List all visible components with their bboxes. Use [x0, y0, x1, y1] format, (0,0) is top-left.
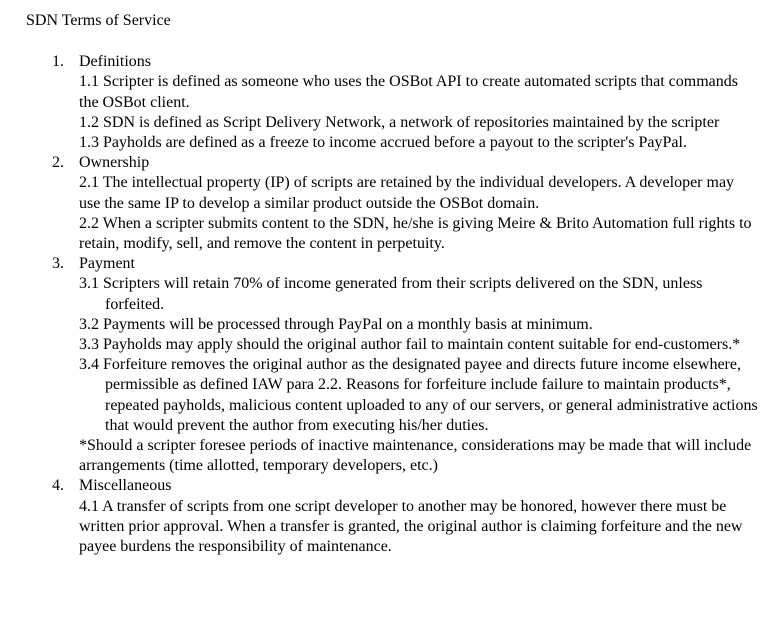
- clause-2-1: 2.1 The intellectual property (IP) of scripts are retained by the individual developers. A developer may use the same IP to develop a similar product outside the OSBot domain.: [79, 174, 735, 212]
- clause-3-3: 3.3 Payholds may apply should the original author fail to maintain content suitable for end-customers.*: [79, 336, 741, 354]
- section-miscellaneous: [26, 476, 779, 557]
- clause-2-2: 2.2 When a scripter submits content to the SDN, he/she is giving Meire & Brito Automation full rights to retain, modify, sell, and remove the content in perpetuity.: [79, 214, 752, 253]
- section-number: 2.: [52, 154, 64, 172]
- payment-footnote: *Should a scripter foresee periods of inactive maintenance, considerations may be made that will include arrangements (time allotted, temporary developers, etc.): [79, 437, 752, 475]
- clause-1-3: 1.3 Payholds are defined as a freeze to income accrued before a payout to the scripter's PayPal.: [79, 134, 687, 152]
- clause-1-2: 1.2 SDN is defined as Script Delivery Network, a network of repositories maintained by the scripter: [79, 113, 720, 131]
- section-number: 1.: [52, 53, 64, 71]
- clause-3-2: 3.2 Payments will be processed through PayPal on a monthly basis at minimum.: [79, 315, 593, 333]
- section-heading: Miscellaneous: [79, 477, 172, 495]
- section-heading: Payment: [79, 255, 135, 273]
- clause-3-1: 3.1 Scripters will retain 70% of income generated from their scripts delivered on the SDN, unless forfeited.: [79, 275, 703, 313]
- terms-sections-list: [26, 52, 779, 557]
- section-heading: Definitions: [79, 53, 151, 71]
- clause-1-1: 1.1 Scripter is defined as someone who uses the OSBot API to create automated scripts that commands the OSBot client.: [79, 73, 738, 111]
- section-definitions: [26, 52, 779, 153]
- document-title: SDN Terms of Service: [26, 12, 171, 29]
- section-ownership: [26, 153, 779, 254]
- clause-4-1: 4.1 A transfer of scripts from one script developer to another may be honored, however there must be written prior approval. When a transfer is granted, the original author is claiming forfeiture and the new payee burdens the responsibility of maintenance.: [79, 497, 743, 556]
- section-number: 4.: [52, 477, 64, 495]
- clause-3-4: 3.4 Forfeiture removes the original author as the designated payee and directs future income elsewhere, permissible as defined IAW para 2.2. Reasons for forfeiture include failure to maintain products*, repeated payholds, malicious content uploaded to any of our servers, or general administrative actions that would prevent the author from executing his/her duties.: [79, 356, 758, 434]
- section-heading: Ownership: [79, 154, 150, 172]
- section-number: 3.: [52, 255, 64, 273]
- section-payment: [26, 254, 779, 476]
